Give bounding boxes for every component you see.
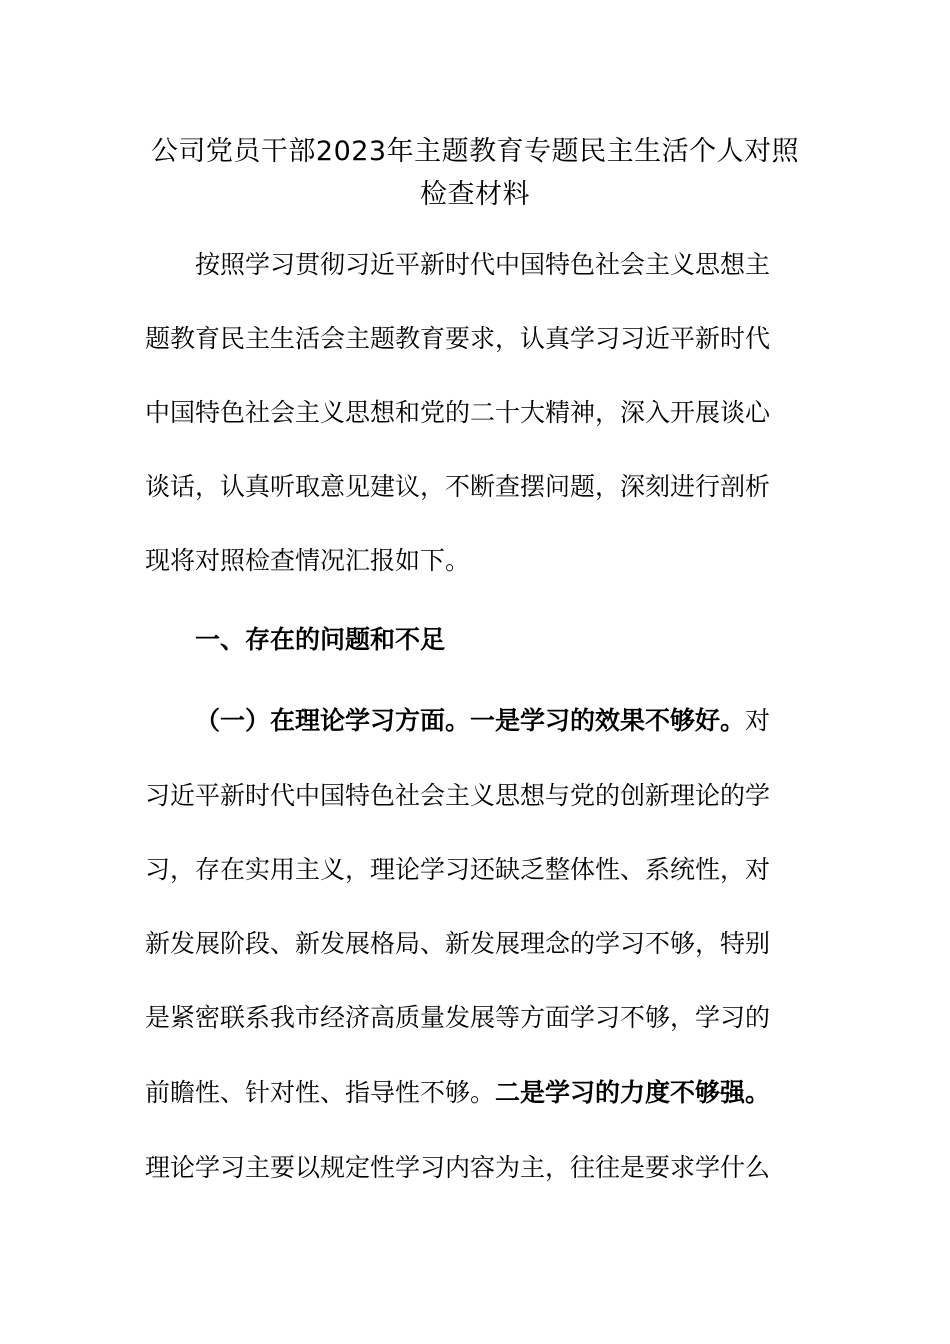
point-title: 一是学习的效果不够好。 bbox=[470, 706, 746, 735]
paragraph-line: 是紧密联系我市经济高质量发展等方面学习不够，学习的 bbox=[145, 1003, 771, 1032]
paragraph-line: 习，存在实用主义，理论学习还缺乏整体性、系统性，对 bbox=[145, 855, 771, 884]
subsection-first-line bbox=[145, 703, 810, 739]
paragraph-line bbox=[145, 1075, 810, 1111]
line-text: 前瞻性、针对性、指导性不够。 bbox=[145, 1078, 496, 1107]
paragraph-line: 新发展阶段、新发展格局、新发展理念的学习不够，特别 bbox=[145, 929, 771, 958]
paragraph-line: 现将对照检查情况汇报如下。 bbox=[145, 546, 471, 575]
section-heading: 一、存在的问题和不足 bbox=[195, 625, 446, 654]
paragraph-line: 题教育民主生活会主题教育要求，认真学习习近平新时代 bbox=[145, 324, 771, 353]
line-text: 对 bbox=[745, 706, 771, 735]
document-title: 公司党员干部2023年主题教育专题民主生活个人对照检查材料 bbox=[150, 136, 800, 210]
subsection-heading: （一）在理论学习方面。 bbox=[195, 706, 471, 735]
paragraph-line: 习近平新时代中国特色社会主义思想与党的创新理论的学 bbox=[145, 781, 771, 810]
paragraph-line: 按照学习贯彻习近平新时代中国特色社会主义思想主 bbox=[195, 250, 771, 279]
paragraph-line: 谈话，认真听取意见建议，不断查摆问题，深刻进行剖析 bbox=[145, 472, 771, 501]
paragraph-line: 中国特色社会主义思想和党的二十大精神，深入开展谈心 bbox=[145, 398, 771, 427]
paragraph-line: 理论学习主要以规定性学习内容为主，往往是要求学什么 bbox=[145, 1153, 771, 1182]
point-title: 二是学习的力度不够强。 bbox=[495, 1078, 771, 1107]
